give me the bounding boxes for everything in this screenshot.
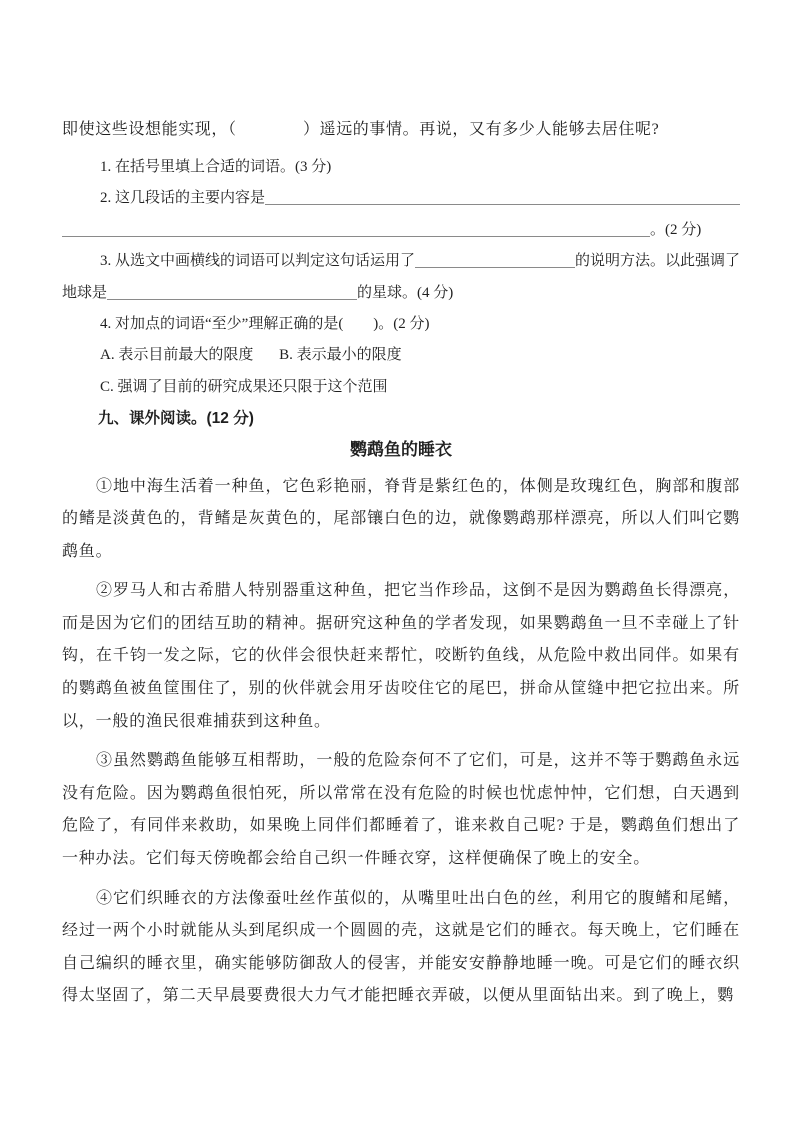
passage-paragraph-3: ③虽然鹦鹉鱼能够互相帮助，一般的危险奈何不了它们，可是，这并不等于鹦鹉鱼永远没有危险。因为鹦鹉鱼很怕死，所以常常在没有危险的时候也忧虑忡忡，它们想，白天遇到危险了，有同伴来救助，如果晚上同伴们都睡着了，谁来救自己呢? 于是，鹦鹉鱼们想出了一种办法。它们每天傍晚都会给自己织一件睡衣穿，这样便确保了晚上的安全。 [62,752,740,868]
question-3-line2 [62,278,740,309]
passage-paragraph-2: ②罗马人和古希腊人特别器重这种鱼，把它当作珍品，这倒不是因为鹦鹉鱼长得漂亮，而是因为它们的团结互助的精神。据研究这种鱼的学者发现，如果鹦鹉鱼一旦不幸碰上了针钩，在千钧一发之际，它的伙伴会很快赶来帮忙，咬断钓鱼线，从危险中救出同伴。如果有的鹦鹉鱼被鱼筐围住了，别的伙伴就会用牙齿咬住它的尾巴，拼命从筐缝中把它拉出来。所以，一般的渔民很难捕获到这种鱼。 [62,582,740,730]
passage-paragraph-1: ①地中海生活着一种鱼，它色彩艳丽，脊背是紫红色的，体侧是玫瑰红色，胸部和腹部的鳍是淡黄色的，背鳍是灰黄色的，尾部镶白色的边，就像鹦鹉那样漂亮，所以人们叫它鹦鹉鱼。 [62,477,740,560]
question-2-label: 2. 这几段话的主要内容是 [100,190,266,207]
section-heading: 九、课外阅读。(12 分) [98,410,254,428]
question-2-score: 。(2 分) [650,221,702,238]
question-3-line2-prefix: 地球是 [62,284,108,301]
question-3-line1 [62,246,740,277]
question-2-line1 [62,183,740,214]
option-a: A. 表示目前最大的限度 [100,347,254,364]
answer-blank-q2-line2 [62,235,650,237]
reading-title: 鹦鹉鱼的睡衣 [350,439,452,459]
questions-block [62,152,740,435]
question-3-line2-suffix: 的星球。(4 分) [357,284,454,301]
question-1: 1. 在括号里填上合适的词语。(3 分) [100,159,332,175]
answer-blank-q2-line1 [265,203,740,205]
options-ab [62,340,740,371]
passage-paragraph-4: ④它们织睡衣的方法像蚕吐丝作茧似的，从嘴里吐出白色的丝，利用它的腹鳍和尾鳍，经过一两个小时就能从头到尾织成一个圆圆的壳，这就是它们的睡衣。每天晚上，它们睡在自己编织的睡衣里，确实能够防御敌人的侵害，并能安安静静地睡一晚。可是它们的睡衣织得太坚固了，第二天早晨要费很大力气才能把睡衣弄破，以便从里面钻出来。到了晚上，鹦 [62,889,740,1005]
passage-continuation-line: 即使这些设想能实现，（ ）遥远的事情。再说，又有多少人能够去居住呢? [62,121,660,138]
answer-blank-q3-method [415,266,575,268]
option-c: C. 强调了目前的研究成果还只限于这个范围 [100,378,388,395]
question-2-line2 [62,215,740,246]
question-3-suffix: 的说明方法。以此强调了 [574,253,740,270]
answer-blank-q3-planet [107,298,357,300]
question-3-prefix: 3. 从选文中画横线的词语可以判定这句话运用了 [100,253,416,270]
question-4: 4. 对加点的词语“至少”理解正确的是( )。(2 分) [100,315,430,332]
option-b: B. 表示最小的限度 [279,347,402,364]
